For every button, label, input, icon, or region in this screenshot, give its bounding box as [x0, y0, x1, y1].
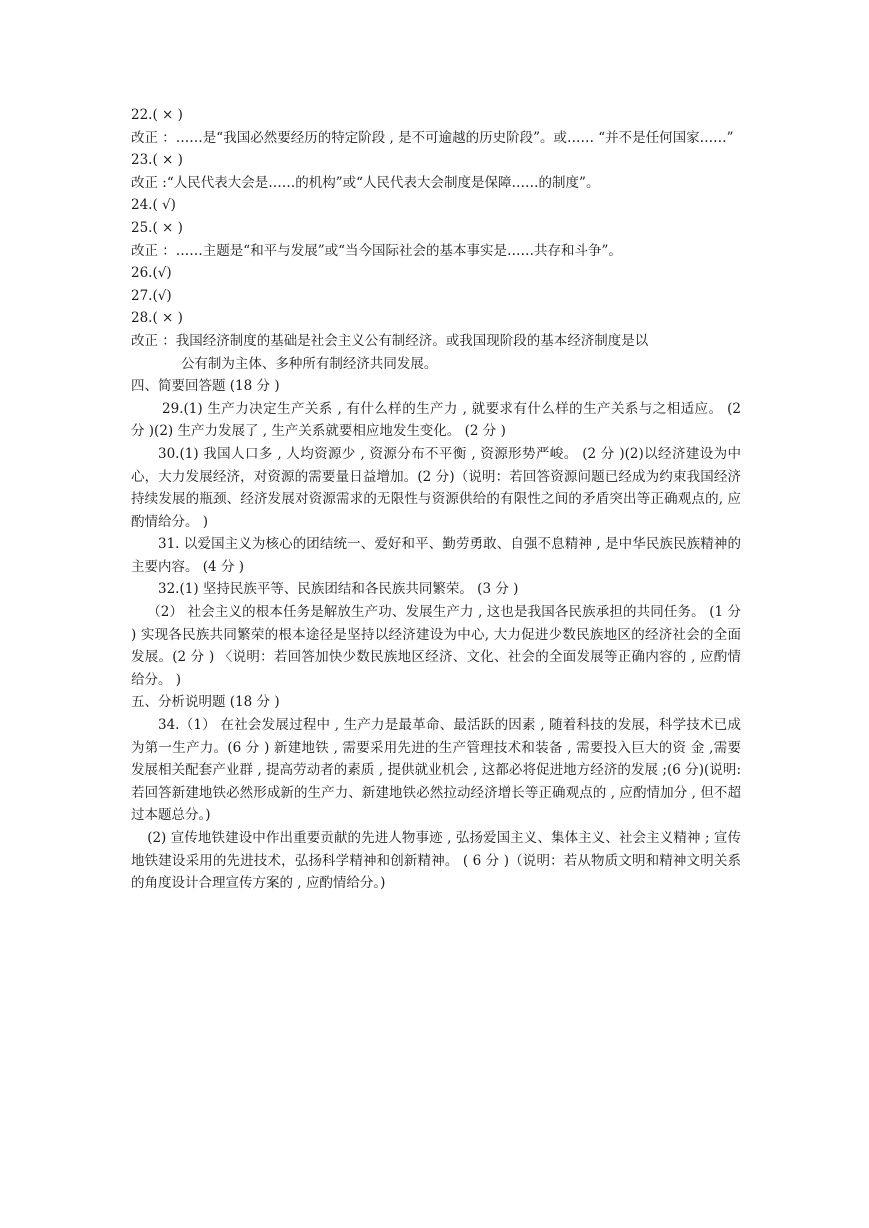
section-heading-5: 五、分析说明题 (18 分 )	[131, 694, 280, 711]
answer-q34-part2: (2) 宣传地铁建设中作出重要贡献的先进人物事迹 , 弘扬爱国主义、集体主义、社会主义精神 ; 宣传地铁建设采用的先进技术，弘扬科学精神和创新精神。 ( 6 分 )（说明：若从物质文明和精神文明关系的角度设计合理宣传方案的 , 应酌情给分。)	[131, 830, 741, 892]
answer-q29: 29.(1) 生产力决定生产关系 , 有什么样的生产力 , 就要求有什么样的生产关系与之相适应。 (2 分 )(2) 生产力发展了 , 生产关系就要相应地发生变化。 (2 分 )	[131, 400, 741, 440]
correction-q28-line1: 改正 ：我国经济制度的基础是社会主义公有制经济。或我国现阶段的基本经济制度是以	[131, 332, 649, 349]
answer-document	[131, 104, 741, 895]
answer-q34-part1: 34.（1） 在社会发展过程中 , 生产力是最革命、最活跃的因素 , 随着科技的发展，科学技术已成为第一生产力。(6 分 ) 新建地铁 , 需要采用先进的生产管理技术和装备 , 需要投入巨大的资 金 ,需要发展相关配套产业群 , 提高劳动者的素质 , 提供就业机会 , 这都必将促进地方经济的发展 ;(6 分)(说明:若回答新建地铁必然形成新的生产力、新建地铁必然拉动经济增长等正确观点的 , 应酌情加分 , 但不超过本题总分。)	[131, 717, 741, 824]
answer-q32-part1: 32.(1) 坚持民族平等、民族团结和各民族共同繁荣。 (3 分 )	[158, 581, 519, 598]
correction-q28-line2: 公有制为主体、多种所有制经济共同发展。	[180, 355, 438, 372]
answer-q25: 25.( × )	[131, 219, 183, 236]
answer-q22: 22.( × )	[131, 107, 183, 123]
correction-q23: 改正 :“人民代表大会是……的机构”或“人民代表大会制度是保障……的制度”。	[131, 174, 600, 191]
answer-q27: 27.(√)	[131, 287, 172, 304]
correction-q25: 改正 ：……主题是“和平与发展”或“当今国际社会的基本事实是……共存和斗争”。	[131, 242, 622, 259]
answer-q24: 24.( √)	[131, 197, 176, 214]
answer-q28: 28.( × )	[131, 310, 183, 327]
answer-q30: 30.(1) 我国人口多 , 人均资源少 , 资源分布不平衡 , 资源形势严峻。 (2 分 )(2)以经济建设为中心，大力发展经济，对资源的需要量日益增加。(2 分)（说明：若回答资源问题已经成为约束我国经济持续发展的瓶颈、经济发展对资源需求的无限性与资源供给的有限性之间的矛盾突出等正确观点的, 应酌情给分。 )	[131, 445, 741, 530]
answer-q23: 23.( × )	[131, 152, 183, 169]
section-heading-4: 四、简要回答题 (18 分 )	[131, 378, 280, 395]
correction-q22: 改正 ：……是“我国必然要经历的特定阶段 , 是不可逾越的历史阶段”。或…… “并不是任何国家……”	[131, 129, 734, 146]
answer-q31: 31. 以爱国主义为核心的团结统一、爱好和平、勤劳勇敢、自强不息精神 , 是中华民族民族精神的主要内容。 (4 分 )	[131, 536, 741, 575]
answer-q26: 26.(√)	[131, 265, 172, 282]
answer-q32-part2: （2） 社会主义的根本任务是解放生产功、发展生产力 , 这也是我国各民族承担的共同任务。 (1 分 ) 实现各民族共同繁荣的根本途径是坚持以经济建设为中心, 大力促进少数民族地区的经济社会的全面发展。(2 分 ) 〈说明：若回答加快少数民族地区经济、文化、社会的全面发展等正确内容的 , 应酌情给分。 )	[131, 604, 741, 688]
